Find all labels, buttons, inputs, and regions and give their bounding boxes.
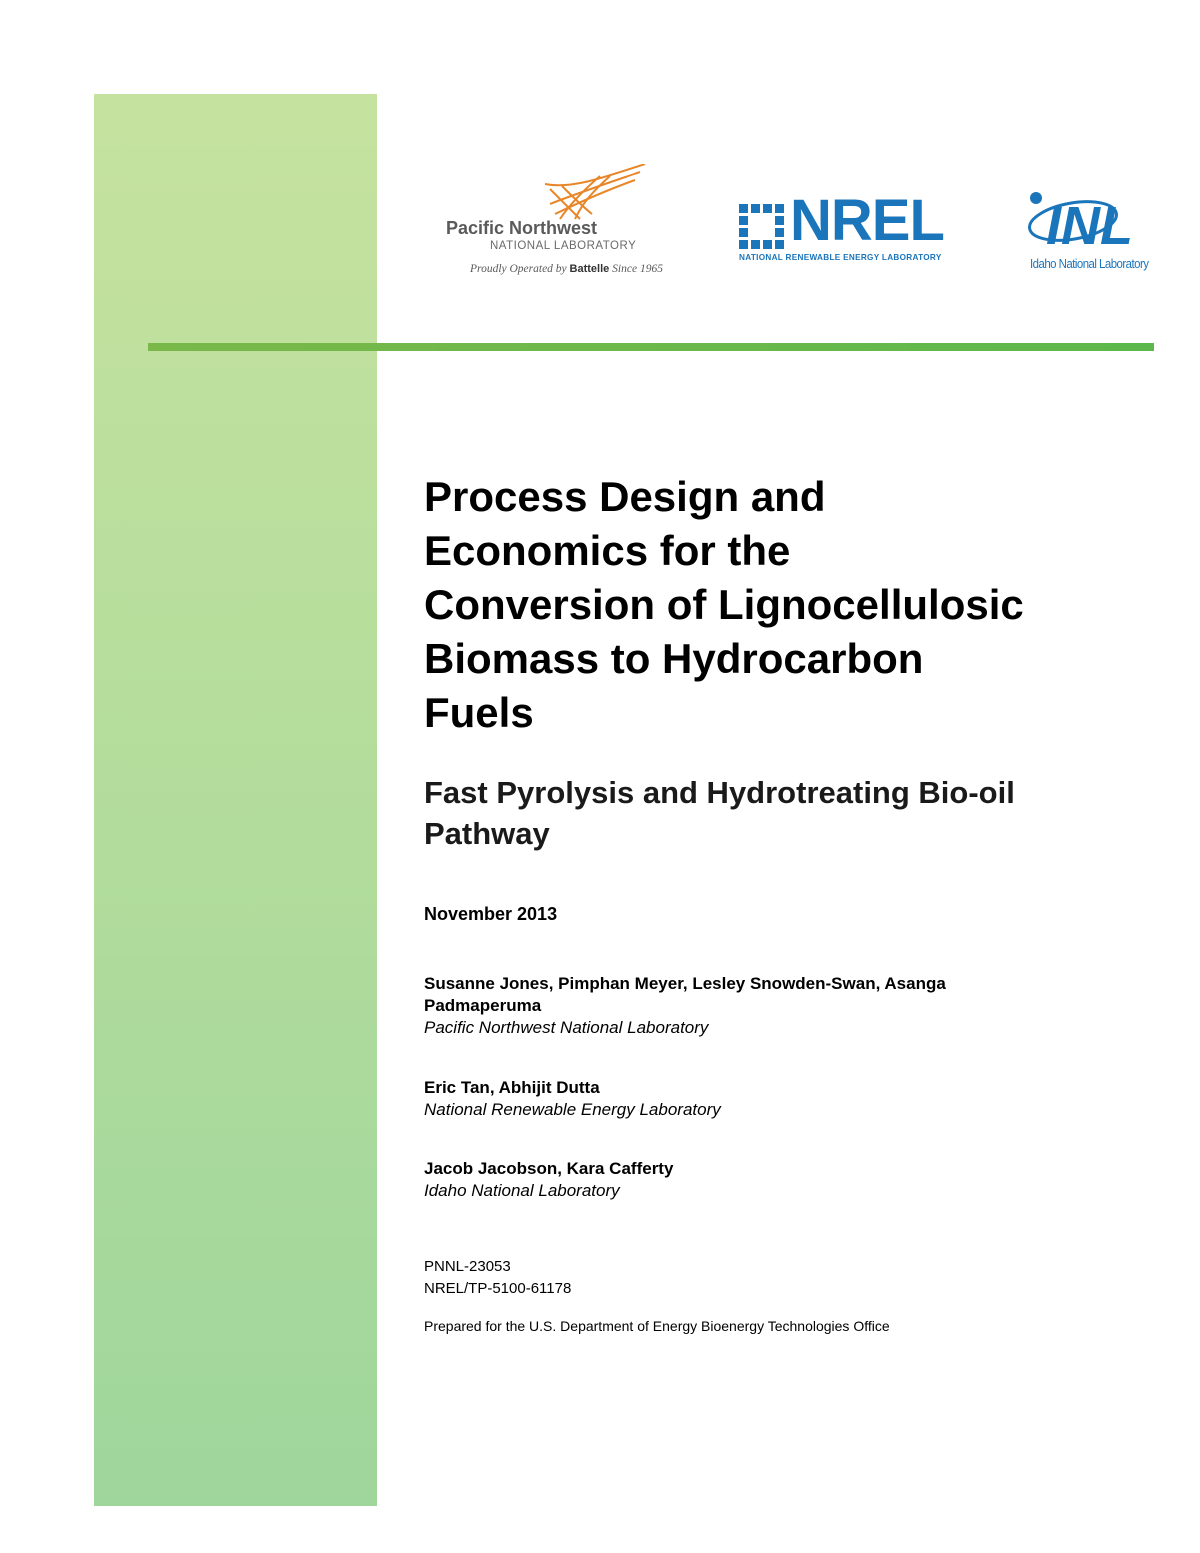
inl-logo <box>1028 186 1158 276</box>
nrel-logo <box>737 188 967 268</box>
battelle-brand: Battelle <box>569 263 610 275</box>
inl-atom-icon <box>1028 186 1148 256</box>
author-names: Jacob Jacobson, Kara Cafferty <box>424 1159 674 1178</box>
inl-subtitle: Idaho National Laboratory <box>1030 256 1149 271</box>
nrel-sun-icon <box>737 202 787 250</box>
prepared-for-statement: Prepared for the U.S. Department of Energy Bioenergy Technologies Office <box>424 1318 890 1334</box>
author-group-pnnl <box>424 973 964 1039</box>
pnnl-report-number: PNNL-23053 <box>424 1258 511 1275</box>
report-date: November 2013 <box>424 904 558 924</box>
report-numbers <box>424 1256 571 1300</box>
nrel-wordmark: NREL <box>790 188 944 253</box>
report-subtitle: Fast Pyrolysis and Hydrotreating Bio-oil Pathway <box>424 775 1015 851</box>
pnnl-tagline: Proudly Operated by Battelle Since 1965 <box>470 263 663 275</box>
pnnl-logo <box>440 160 680 280</box>
author-names: Susanne Jones, Pimphan Meyer, Lesley Snowden-Swan, Asanga Padmaperuma <box>424 974 946 1015</box>
pnnl-name: Pacific Northwest <box>446 218 598 238</box>
author-organization: Pacific Northwest National Laboratory <box>424 1018 709 1037</box>
author-group-inl <box>424 1158 673 1202</box>
inl-wordmark: INL <box>1046 196 1133 256</box>
author-organization: National Renewable Energy Laboratory <box>424 1100 721 1119</box>
nrel-subtitle: NATIONAL RENEWABLE ENERGY LABORATORY <box>739 253 942 262</box>
pnnl-wave-icon <box>540 164 650 224</box>
nrel-report-number: NREL/TP-5100-61178 <box>424 1280 572 1297</box>
green-horizontal-rule <box>148 343 1154 351</box>
author-organization: Idaho National Laboratory <box>424 1181 620 1200</box>
author-group-nrel <box>424 1077 721 1121</box>
pnnl-subtitle: NATIONAL LABORATORY <box>490 240 637 252</box>
author-names: Eric Tan, Abhijit Dutta <box>424 1078 600 1097</box>
green-side-panel <box>94 94 377 1506</box>
report-title: Process Design and Economics for the Conversion of Lignocellulosic Biomass to Hydrocarbon Fuels <box>424 473 1024 736</box>
